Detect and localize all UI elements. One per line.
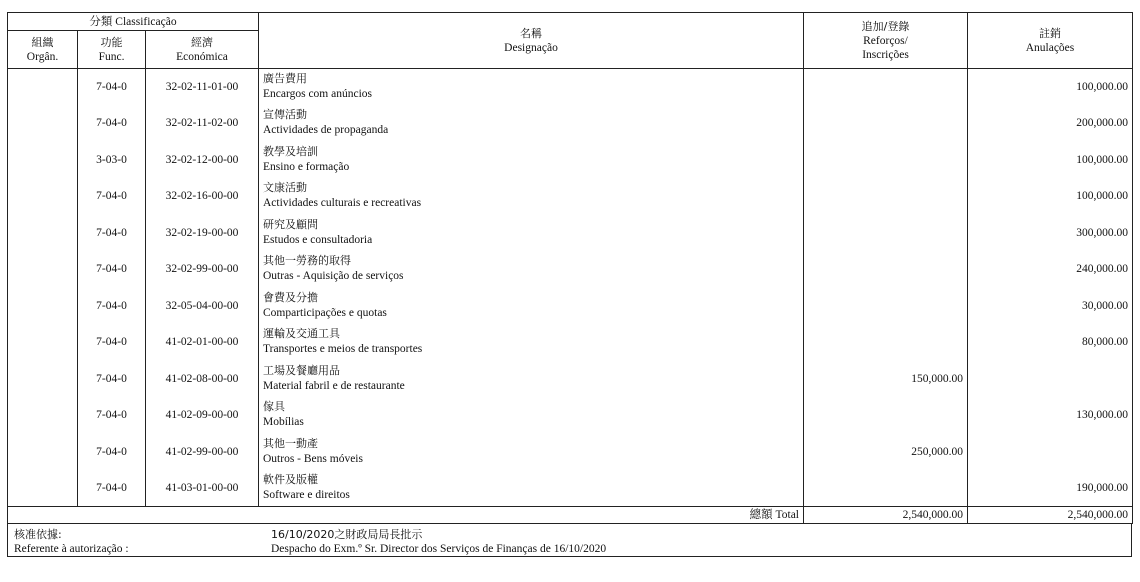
authorization-dispatch-pt: Despacho do Exm.º Sr. Director dos Serviços de Finanças de 16/10/2020 <box>271 543 607 555</box>
function-code-cell: 7-04-0 <box>78 251 146 288</box>
reinforcement-amount: 250,000.00 <box>804 434 968 471</box>
reinforcement-amount <box>804 470 968 507</box>
organ-cell <box>8 105 78 142</box>
designation-pt: Outras - Aquisição de serviços <box>263 270 404 282</box>
cancellation-amount: 100,000.00 <box>968 178 1133 215</box>
reinforcement-amount <box>804 215 968 252</box>
function-code-cell: 7-04-0 <box>78 470 146 507</box>
cancellation-amount: 240,000.00 <box>968 251 1133 288</box>
economic-code-cell: 32-02-12-00-00 <box>146 142 259 179</box>
designation-pt: Software e direitos <box>263 489 350 501</box>
designation-cell <box>259 142 804 179</box>
reinforcement-amount <box>804 397 968 434</box>
cancellation-amount: 100,000.00 <box>968 69 1133 106</box>
designation-header <box>259 13 804 69</box>
classification-header: 分類 Classificação <box>8 13 259 31</box>
designation-header-zh: 名稱 <box>520 26 542 40</box>
cancellation-amount: 300,000.00 <box>968 215 1133 252</box>
designation-pt: Transportes e meios de transportes <box>263 343 423 355</box>
function-header <box>78 31 146 69</box>
budget-document <box>7 12 1132 557</box>
designation-zh: 傢具 <box>263 400 285 413</box>
designation-cell <box>259 178 804 215</box>
table-row <box>8 178 1133 215</box>
designation-zh: 研究及顧問 <box>263 217 318 231</box>
economic-header <box>146 31 259 69</box>
function-code-cell: 7-04-0 <box>78 69 146 106</box>
table-row <box>8 69 1133 106</box>
table-body <box>8 69 1133 507</box>
economic-code-cell: 32-02-11-01-00 <box>146 69 259 106</box>
organ-cell <box>8 178 78 215</box>
designation-pt: Comparticipações e quotas <box>263 306 387 319</box>
function-code-cell: 7-04-0 <box>78 324 146 361</box>
table-row <box>8 324 1133 361</box>
authorization-dispatch-zh: 16/10/2020之財政局局長批示 <box>271 528 423 541</box>
reinforcement-amount: 150,000.00 <box>804 361 968 398</box>
designation-zh: 文康活動 <box>263 181 307 194</box>
organ-header-pt: Orgân. <box>26 50 59 63</box>
table-row <box>8 142 1133 179</box>
table-row <box>8 288 1133 325</box>
economic-code-cell: 41-02-09-00-00 <box>146 397 259 434</box>
cancellations-header-pt: Anulações <box>1025 41 1075 54</box>
organ-cell <box>8 470 78 507</box>
economic-code-cell: 32-05-04-00-00 <box>146 288 259 325</box>
organ-cell <box>8 251 78 288</box>
organ-cell <box>8 142 78 179</box>
function-code-cell: 7-04-0 <box>78 178 146 215</box>
designation-pt: Outros - Bens móveis <box>263 452 363 465</box>
cancellation-amount: 190,000.00 <box>968 470 1133 507</box>
designation-header-pt: Designação <box>504 41 558 54</box>
designation-pt: Actividades culturais e recreativas <box>263 197 422 209</box>
function-code-cell: 7-04-0 <box>78 105 146 142</box>
economic-header-zh: 經濟 <box>191 35 213 49</box>
authorization-dispatch <box>271 527 606 557</box>
designation-zh: 運輸及交通工具 <box>263 327 340 340</box>
function-code-cell: 7-04-0 <box>78 397 146 434</box>
function-code-cell: 7-04-0 <box>78 434 146 471</box>
cancellations-header-zh: 註銷 <box>1039 26 1061 40</box>
total-label: 總額 Total <box>8 507 804 524</box>
designation-cell <box>259 470 804 507</box>
designation-pt: Mobílias <box>263 416 304 428</box>
designation-zh: 廣告費用 <box>263 72 307 85</box>
economic-code-cell: 41-02-08-00-00 <box>146 361 259 398</box>
total-reinforcements: 2,540,000.00 <box>804 507 968 524</box>
table-row <box>8 397 1133 434</box>
budget-table <box>7 12 1133 524</box>
authorization-basis-pt: Referente à autorização : <box>14 543 129 555</box>
organ-cell <box>8 324 78 361</box>
reinforcements-header <box>804 13 968 69</box>
reinforcement-amount <box>804 178 968 215</box>
cancellation-amount <box>968 361 1133 398</box>
function-header-pt: Func. <box>98 50 125 63</box>
total-cancellations: 2,540,000.00 <box>968 507 1133 524</box>
cancellation-amount: 30,000.00 <box>968 288 1133 325</box>
designation-zh: 其他一勞務的取得 <box>263 254 351 267</box>
designation-cell <box>259 105 804 142</box>
designation-zh: 會費及分擔 <box>263 290 318 304</box>
economic-header-pt: Económica <box>176 50 228 63</box>
designation-zh: 其他一動產 <box>263 436 318 450</box>
cancellation-amount: 80,000.00 <box>968 324 1133 361</box>
organ-header-zh: 組織 <box>31 35 54 49</box>
economic-code-cell: 41-02-01-00-00 <box>146 324 259 361</box>
reinforcement-amount <box>804 105 968 142</box>
economic-code-cell: 32-02-19-00-00 <box>146 215 259 252</box>
function-code-cell: 7-04-0 <box>78 215 146 252</box>
cancellation-amount: 200,000.00 <box>968 105 1133 142</box>
organ-header <box>8 31 78 69</box>
total-row <box>8 507 1133 524</box>
economic-code-cell: 32-02-11-02-00 <box>146 105 259 142</box>
economic-code-cell: 41-03-01-00-00 <box>146 470 259 507</box>
table-row <box>8 215 1133 252</box>
function-code-cell: 7-04-0 <box>78 288 146 325</box>
cancellations-header <box>968 13 1133 69</box>
designation-cell <box>259 251 804 288</box>
designation-zh: 軟件及版權 <box>263 473 318 486</box>
designation-cell <box>259 288 804 325</box>
organ-cell <box>8 361 78 398</box>
function-code-cell: 7-04-0 <box>78 361 146 398</box>
table-row <box>8 251 1133 288</box>
designation-pt: Ensino e formação <box>263 160 350 173</box>
organ-cell <box>8 69 78 106</box>
designation-cell <box>259 434 804 471</box>
cancellation-amount <box>968 434 1133 471</box>
designation-cell <box>259 324 804 361</box>
function-header-zh: 功能 <box>100 35 123 49</box>
authorization-basis <box>14 527 129 557</box>
designation-zh: 教學及培訓 <box>263 144 318 158</box>
organ-cell <box>8 288 78 325</box>
economic-code-cell: 32-02-99-00-00 <box>146 251 259 288</box>
reinforcement-amount <box>804 251 968 288</box>
designation-pt: Estudos e consultadoria <box>263 233 373 246</box>
reinforcement-amount <box>804 288 968 325</box>
designation-pt: Encargos com anúncios <box>263 88 373 100</box>
organ-cell <box>8 215 78 252</box>
table-row <box>8 361 1133 398</box>
reinforcement-amount <box>804 69 968 106</box>
function-code-cell: 3-03-0 <box>78 142 146 179</box>
organ-cell <box>8 434 78 471</box>
cancellation-amount: 100,000.00 <box>968 142 1133 179</box>
organ-cell <box>8 397 78 434</box>
designation-pt: Actividades de propaganda <box>263 124 389 136</box>
table-row <box>8 470 1133 507</box>
reinforcement-amount <box>804 142 968 179</box>
table-row <box>8 105 1133 142</box>
designation-cell <box>259 361 804 398</box>
designation-cell <box>259 69 804 106</box>
authorization-footer <box>7 524 1132 557</box>
designation-pt: Material fabril e de restaurante <box>263 379 405 392</box>
designation-zh: 工場及餐廳用品 <box>263 363 340 377</box>
reinforcements-header-zh: 追加/登錄 <box>861 19 910 33</box>
reinforcement-amount <box>804 324 968 361</box>
cancellation-amount: 130,000.00 <box>968 397 1133 434</box>
designation-zh: 宣傳活動 <box>263 108 307 121</box>
reinforcements-header-pt1: Reforços/ <box>863 34 908 47</box>
designation-cell <box>259 397 804 434</box>
table-row <box>8 434 1133 471</box>
economic-code-cell: 41-02-99-00-00 <box>146 434 259 471</box>
designation-cell <box>259 215 804 252</box>
authorization-basis-zh: 核准依據: <box>14 528 62 541</box>
economic-code-cell: 32-02-16-00-00 <box>146 178 259 215</box>
reinforcements-header-pt2: Inscrições <box>862 48 909 61</box>
